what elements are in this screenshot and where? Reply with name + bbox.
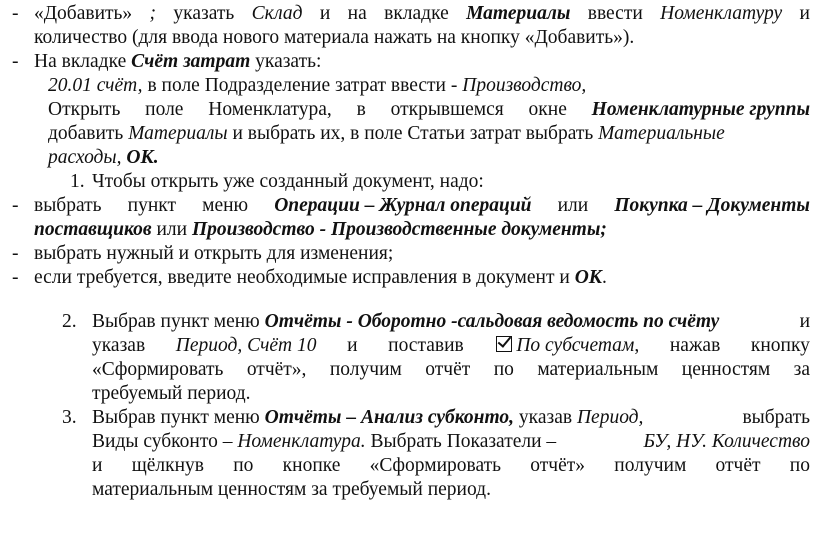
text-fragment: Номенклатурные группы xyxy=(591,99,810,120)
paragraph-line: Виды субконто – Номенклатура. Выбрать Показатели – БУ, НУ. Количество xyxy=(92,431,810,452)
text-fragment: ценностям xyxy=(681,359,771,380)
text-fragment: ввести xyxy=(587,3,643,24)
bullet-dash: - xyxy=(12,51,19,72)
text-fragment: материальным xyxy=(537,359,659,380)
text-fragment: «Сформировать xyxy=(369,455,502,476)
paragraph-line: материальным ценностям за требуемый период. xyxy=(92,479,491,500)
text-fragment: По субсчетам, xyxy=(494,334,639,357)
paragraph-line: поставщиков или Производство - Производственные документы; xyxy=(34,219,607,240)
checkbox-checked-icon xyxy=(496,336,512,352)
text-fragment: меню xyxy=(202,195,249,216)
paragraph-line: 20.01 счёт, в поле Подразделение затрат ввести - Производство, xyxy=(48,75,587,96)
text-fragment: Период, Счёт 10 xyxy=(175,335,317,356)
paragraph-line: если требуется, введите необходимые исправления в документ и ОК. xyxy=(34,267,607,288)
paragraph-line: выбрать нужный и открыть для изменения; xyxy=(34,243,394,264)
paragraph-line: Выбрав пункт меню Отчёты – Анализ субконто, указав Период, выбрать xyxy=(92,407,810,428)
text-fragment: Покупка – Документы xyxy=(614,195,810,216)
text-fragment: окне xyxy=(528,99,567,120)
list-number: 1. xyxy=(70,171,85,192)
text-fragment: «Добавить» xyxy=(34,3,133,24)
text-fragment: по xyxy=(789,455,810,476)
paragraph-line: требуемый период. xyxy=(92,383,251,404)
text-fragment: на xyxy=(347,3,367,24)
text-fragment: получим xyxy=(614,455,687,476)
list-number: 2. xyxy=(62,311,77,332)
text-fragment: отчёт», xyxy=(246,359,307,380)
text-fragment: Материалы xyxy=(466,3,571,24)
text-fragment: Операции – Журнал операций xyxy=(274,195,532,216)
text-fragment: «Сформировать xyxy=(92,359,224,380)
paragraph-line: количество (для ввода нового материала нажать на кнопку «Добавить»). xyxy=(34,27,635,48)
paragraph-line xyxy=(92,454,810,477)
paragraph-line: добавить Материалы и выбрать их, в поле Статьи затрат выбрать Материальные xyxy=(48,123,725,144)
text-fragment: вкладке xyxy=(384,3,449,24)
text-fragment: указать xyxy=(173,3,235,24)
paragraph-line: Выбрав пункт меню Отчёты - Оборотно -сальдовая ведомость по счёту и xyxy=(92,311,810,332)
paragraph-line xyxy=(48,98,810,121)
text-fragment: пункт xyxy=(127,195,177,216)
text-fragment: за xyxy=(793,359,810,380)
text-fragment: Открыть xyxy=(48,99,121,120)
paragraph-line xyxy=(92,334,810,357)
paragraph-line xyxy=(92,358,810,381)
text-fragment: кнопке xyxy=(282,455,341,476)
text-fragment: или xyxy=(557,195,589,216)
bullet-dash: - xyxy=(12,3,19,24)
text-fragment: по xyxy=(233,455,254,476)
text-fragment: указав xyxy=(92,335,146,356)
bullet-dash: - xyxy=(12,243,19,264)
text-fragment: поставив xyxy=(388,335,464,356)
text-fragment: кнопку xyxy=(750,335,810,356)
text-fragment: открывшемся xyxy=(390,99,504,120)
text-fragment: по xyxy=(493,359,514,380)
paragraph-line xyxy=(34,194,810,217)
text-fragment: щёлкнув xyxy=(131,455,204,476)
text-fragment: выбрать xyxy=(34,195,102,216)
text-fragment: и xyxy=(799,3,810,24)
text-fragment: Склад xyxy=(251,3,303,24)
text-fragment: и xyxy=(319,3,331,24)
text-fragment: в xyxy=(356,99,366,120)
text-fragment: поле xyxy=(145,99,184,120)
bullet-dash: - xyxy=(12,267,19,288)
paragraph-line: расходы, ОК. xyxy=(48,147,159,168)
paragraph-line xyxy=(34,2,810,25)
paragraph-line: Чтобы открыть уже созданный документ, надо: xyxy=(92,171,484,192)
text-fragment: нажав xyxy=(669,335,721,356)
text-fragment: Номенклатура, xyxy=(208,99,332,120)
text-fragment: и xyxy=(347,335,358,356)
text-fragment: получим xyxy=(329,359,402,380)
text-fragment: отчёт xyxy=(425,359,471,380)
text-fragment: отчёт» xyxy=(530,455,586,476)
bullet-dash: - xyxy=(12,195,19,216)
paragraph-line: На вкладке Счёт затрат указать: xyxy=(34,51,322,72)
list-number: 3. xyxy=(62,407,77,428)
text-fragment: отчёт xyxy=(715,455,761,476)
text-fragment: и xyxy=(92,455,103,476)
text-fragment: Номенклатуру xyxy=(660,3,783,24)
text-fragment: ; xyxy=(149,3,157,24)
